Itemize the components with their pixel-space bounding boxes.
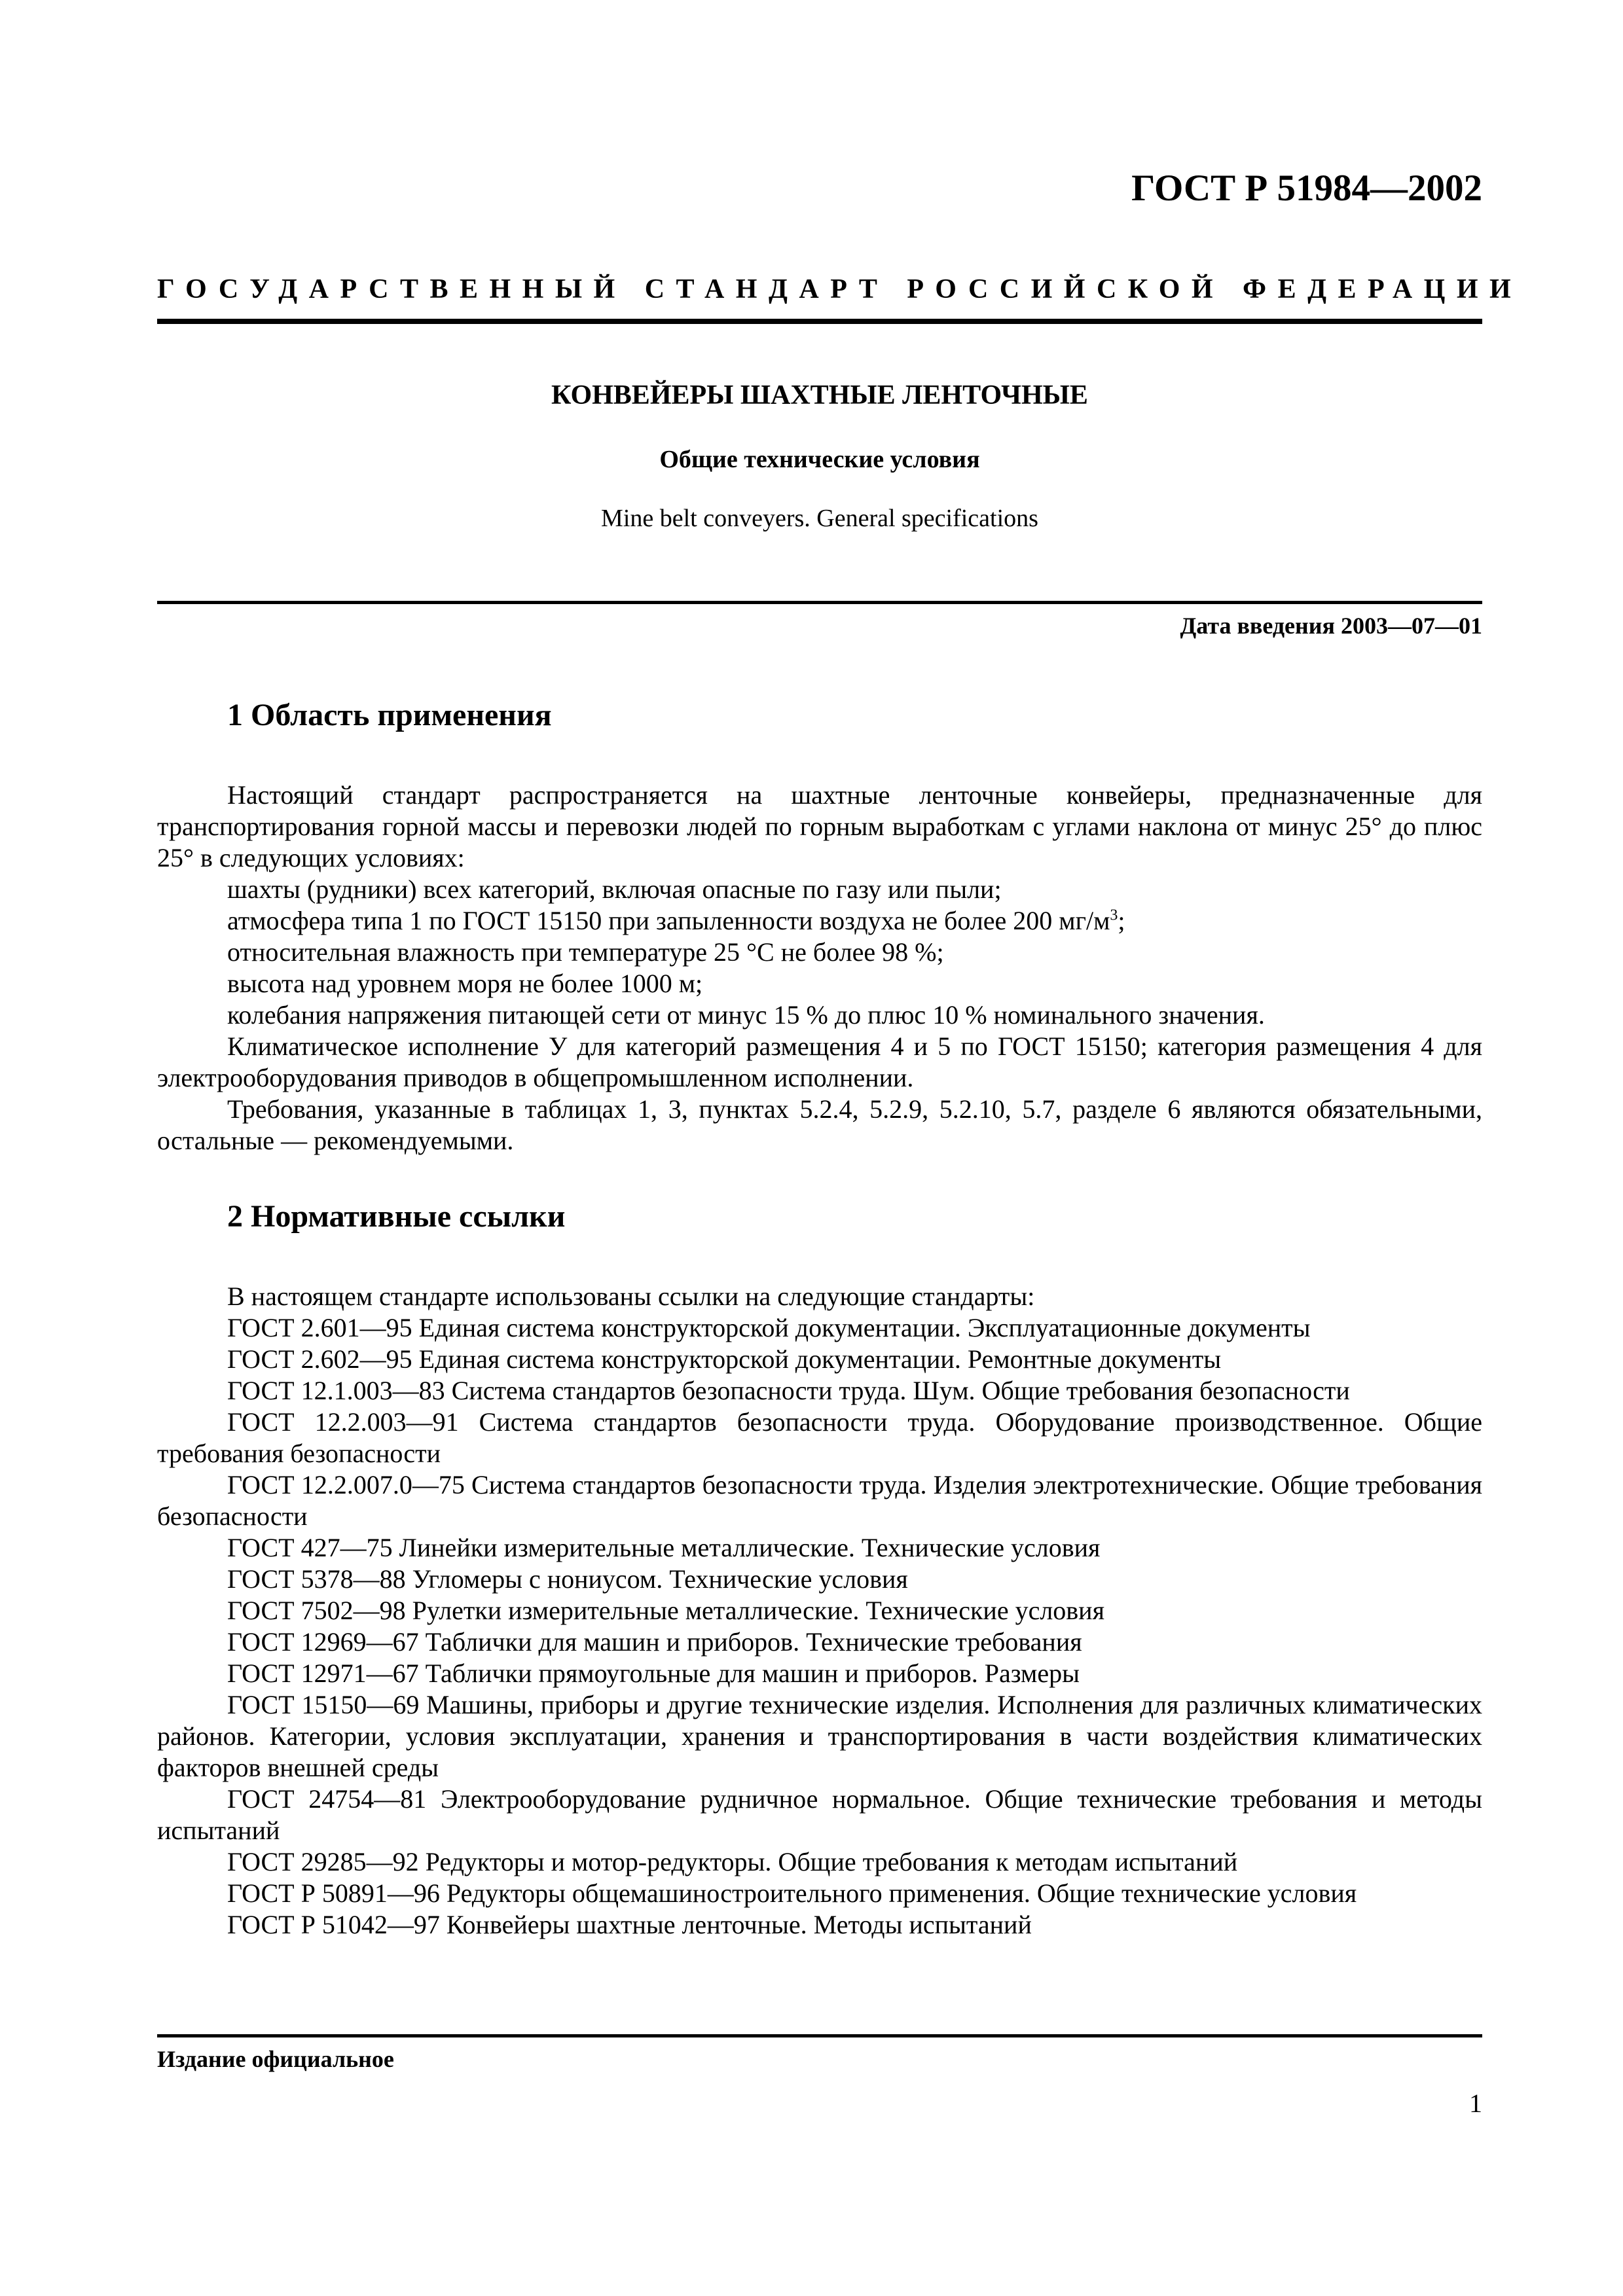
paragraph: колебания напряжения питающей сети от минус 15 % до плюс 10 % номинального значения. (227, 1000, 1265, 1030)
paragraph: Настоящий стандарт распространяется на шахтные ленточные конвейеры, предназначенные для транспортирования горной массы и перевозки людей по горным выработкам с углами наклона от минус 25° до плюс 25° в следующих условиях: (157, 780, 1482, 872)
reference-item: ГОСТ 5378—88 Угломеры с нониусом. Технические условия (227, 1564, 908, 1594)
reference-item: ГОСТ 7502—98 Рулетки измерительные металлические. Технические условия (227, 1596, 1104, 1625)
state-standard-banner: ГОСУДАРСТВЕННЫЙ СТАНДАРТ РОССИЙСКОЙ ФЕДЕРАЦИИ (157, 274, 1523, 304)
document-title-english: Mine belt conveyers. General specifications (601, 505, 1038, 532)
document-number: ГОСТ Р 51984—2002 (1131, 168, 1482, 209)
document-title: КОНВЕЙЕРЫ ШАХТНЫЕ ЛЕНТОЧНЫЕ (551, 380, 1088, 410)
reference-item: ГОСТ 2.601—95 Единая система конструкторской документации. Эксплуатационные документы (227, 1313, 1311, 1342)
reference-item: ГОСТ 12.1.003—83 Система стандартов безопасности труда. Шум. Общие требования безопасности (227, 1376, 1350, 1405)
reference-item: ГОСТ 12969—67 Таблички для машин и приборов. Технические требования (227, 1627, 1082, 1657)
paragraph: Климатическое исполнение У для категорий размещения 4 и 5 по ГОСТ 15150; категория размещения 4 для электрооборудования приводов в общепромышленном исполнении. (157, 1031, 1482, 1092)
reference-item: ГОСТ 29285—92 Редукторы и мотор-редукторы. Общие требования к методам испытаний (227, 1847, 1238, 1876)
reference-item: ГОСТ 12.2.007.0—75 Система стандартов безопасности труда. Изделия электротехнические. Общие требования безопасности (157, 1470, 1482, 1531)
section-1-heading: 1 Область применения (227, 698, 552, 732)
paragraph (157, 905, 1482, 937)
text-run: атмосфера типа 1 по ГОСТ 15150 при запыленности воздуха не более 200 мг/м (227, 906, 1110, 935)
reference-item: ГОСТ Р 51042—97 Конвейеры шахтные ленточные. Методы испытаний (227, 1910, 1032, 1939)
document-body (157, 697, 1482, 1941)
paragraph: высота над уровнем моря не более 1000 м; (227, 969, 703, 998)
paragraph: относительная влажность при температуре 25 °С не более 98 %; (227, 937, 944, 967)
introduction-date: Дата введения 2003—07—01 (1180, 613, 1482, 639)
title-divider (157, 601, 1482, 604)
reference-item: ГОСТ 15150—69 Машины, приборы и другие технические изделия. Исполнения для различных климатических районов. Категории, условия эксплуатации, хранения и транспортирования в части воздействия климатических факторов внешней среды (157, 1690, 1482, 1782)
official-edition-label: Издание официальное (157, 2046, 394, 2072)
reference-item: ГОСТ Р 50891—96 Редукторы общемашиностроительного применения. Общие технические условия (227, 1878, 1357, 1908)
reference-item: ГОСТ 2.602—95 Единая система конструкторской документации. Ремонтные документы (227, 1344, 1222, 1374)
reference-item: ГОСТ 427—75 Линейки измерительные металлические. Технические условия (227, 1533, 1101, 1562)
reference-item: ГОСТ 24754—81 Электрооборудование рудничное нормальное. Общие технические требования и методы испытаний (157, 1784, 1482, 1845)
reference-item: ГОСТ 12971—67 Таблички прямоугольные для машин и приборов. Размеры (227, 1659, 1080, 1688)
section-2-heading: 2 Нормативные ссылки (227, 1199, 566, 1234)
paragraph: В настоящем стандарте использованы ссылки на следующие стандарты: (227, 1282, 1035, 1311)
footer-divider (157, 2034, 1482, 2037)
superscript: 3 (1110, 906, 1118, 924)
reference-item: ГОСТ 12.2.003—91 Система стандартов безопасности труда. Оборудование производственное. Общие требования безопасности (157, 1407, 1482, 1468)
paragraph: Требования, указанные в таблицах 1, 3, пунктах 5.2.4, 5.2.9, 5.2.10, 5.7, разделе 6 являются обязательными, остальные — рекомендуемыми. (157, 1094, 1482, 1155)
header-divider (157, 319, 1482, 324)
document-subtitle: Общие технические условия (659, 446, 980, 473)
text-run: ; (1118, 906, 1125, 935)
paragraph: шахты (рудники) всех категорий, включая опасные по газу или пыли; (227, 874, 1002, 904)
page-number: 1 (1469, 2089, 1482, 2118)
